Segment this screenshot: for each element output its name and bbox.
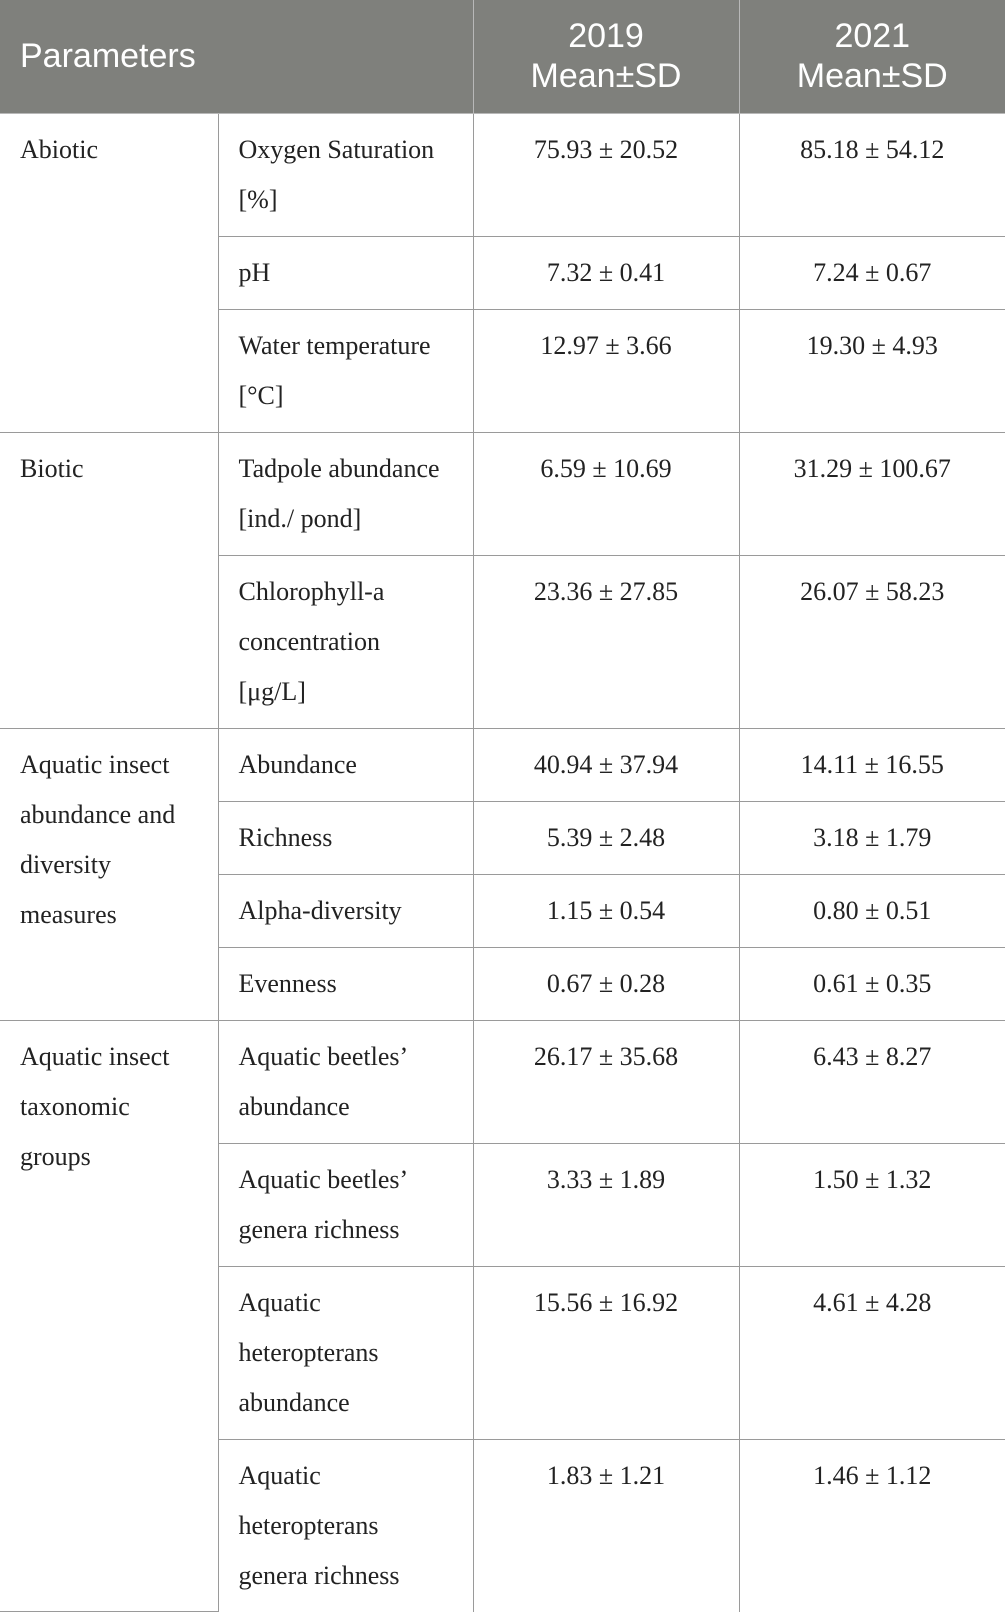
value-2021: 7.24 ± 0.67 bbox=[739, 236, 1005, 309]
header-row bbox=[0, 0, 1005, 113]
value-2021: 31.29 ± 100.67 bbox=[739, 432, 1005, 555]
group-insect-diversity: Aquatic insect abundance and diversity measures bbox=[0, 728, 218, 1020]
value-2019: 26.17 ± 35.68 bbox=[473, 1020, 739, 1143]
value-2019: 40.94 ± 37.94 bbox=[473, 728, 739, 801]
value-2021: 19.30 ± 4.93 bbox=[739, 309, 1005, 432]
value-2021: 6.43 ± 8.27 bbox=[739, 1020, 1005, 1143]
value-2021: 0.61 ± 0.35 bbox=[739, 947, 1005, 1020]
value-2019: 75.93 ± 20.52 bbox=[473, 113, 739, 236]
value-2021: 85.18 ± 54.12 bbox=[739, 113, 1005, 236]
param-cell: Aquatic beetles’ genera richness bbox=[218, 1143, 473, 1266]
param-cell: Alpha-diversity bbox=[218, 874, 473, 947]
header-parameters: Parameters bbox=[0, 0, 473, 113]
table-row bbox=[0, 113, 1005, 236]
value-2019: 1.83 ± 1.21 bbox=[473, 1439, 739, 1612]
value-2019: 5.39 ± 2.48 bbox=[473, 801, 739, 874]
group-biotic: Biotic bbox=[0, 432, 218, 728]
table-row bbox=[0, 728, 1005, 801]
param-cell: pH bbox=[218, 236, 473, 309]
value-2019: 1.15 ± 0.54 bbox=[473, 874, 739, 947]
value-2021: 4.61 ± 4.28 bbox=[739, 1266, 1005, 1439]
value-2019: 6.59 ± 10.69 bbox=[473, 432, 739, 555]
group-insect-taxa: Aquatic insect taxonomic groups bbox=[0, 1020, 218, 1612]
param-cell: Chlorophyll-a concentration [μg/L] bbox=[218, 555, 473, 728]
value-2019: 3.33 ± 1.89 bbox=[473, 1143, 739, 1266]
param-cell: Richness bbox=[218, 801, 473, 874]
value-2021: 14.11 ± 16.55 bbox=[739, 728, 1005, 801]
table-row bbox=[0, 432, 1005, 555]
header-2019 bbox=[473, 0, 739, 113]
param-cell: Aquatic beetles’ abundance bbox=[218, 1020, 473, 1143]
value-2019: 7.32 ± 0.41 bbox=[473, 236, 739, 309]
header-2021-year: 2021 bbox=[834, 17, 911, 56]
table-row bbox=[0, 1020, 1005, 1143]
group-abiotic: Abiotic bbox=[0, 113, 218, 432]
value-2019: 12.97 ± 3.66 bbox=[473, 309, 739, 432]
value-2021: 26.07 ± 58.23 bbox=[739, 555, 1005, 728]
param-cell: Oxygen Saturation [%] bbox=[218, 113, 473, 236]
value-2021: 0.80 ± 0.51 bbox=[739, 874, 1005, 947]
value-2021: 1.50 ± 1.32 bbox=[739, 1143, 1005, 1266]
value-2021: 1.46 ± 1.12 bbox=[739, 1439, 1005, 1612]
header-2021-sub: Mean±SD bbox=[796, 57, 948, 96]
value-2019: 15.56 ± 16.92 bbox=[473, 1266, 739, 1439]
param-cell: Tadpole abundance [ind./ pond] bbox=[218, 432, 473, 555]
header-2021 bbox=[739, 0, 1005, 113]
param-cell: Abundance bbox=[218, 728, 473, 801]
param-cell: Aquatic heteropterans abundance bbox=[218, 1266, 473, 1439]
header-2019-year: 2019 bbox=[568, 17, 644, 56]
param-cell: Evenness bbox=[218, 947, 473, 1020]
value-2019: 23.36 ± 27.85 bbox=[473, 555, 739, 728]
param-cell: Water temperature [°C] bbox=[218, 309, 473, 432]
value-2019: 0.67 ± 0.28 bbox=[473, 947, 739, 1020]
header-2019-sub: Mean±SD bbox=[530, 57, 682, 96]
value-2021: 3.18 ± 1.79 bbox=[739, 801, 1005, 874]
param-cell: Aquatic heteropterans genera richness bbox=[218, 1439, 473, 1612]
